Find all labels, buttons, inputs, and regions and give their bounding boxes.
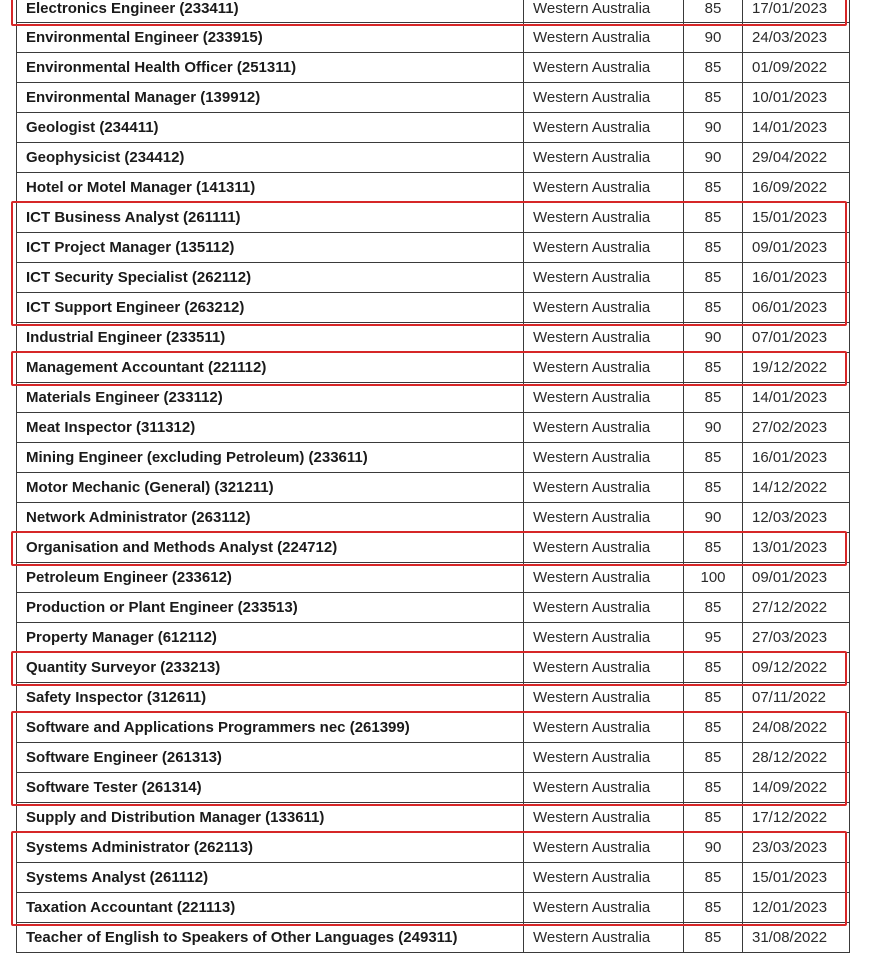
occupation-cell: Safety Inspector (312611) (16, 683, 523, 712)
state-cell: Western Australia (523, 233, 683, 262)
state-cell: Western Australia (523, 53, 683, 82)
date-cell: 31/08/2022 (742, 923, 850, 952)
state-cell: Western Australia (523, 323, 683, 352)
occupation-cell: Environmental Engineer (233915) (16, 23, 523, 52)
occupation-cell: ICT Security Specialist (262112) (16, 263, 523, 292)
occupation-cell: Environmental Manager (139912) (16, 83, 523, 112)
state-cell: Western Australia (523, 833, 683, 862)
occupation-cell: Management Accountant (221112) (16, 353, 523, 382)
date-cell: 17/01/2023 (742, 0, 850, 22)
score-cell: 90 (683, 113, 742, 142)
state-cell: Western Australia (523, 353, 683, 382)
occupation-cell: Systems Analyst (261112) (16, 863, 523, 892)
occupation-cell: Electronics Engineer (233411) (16, 0, 523, 22)
table-row (16, 53, 850, 83)
score-cell: 85 (683, 0, 742, 22)
state-cell: Western Australia (523, 593, 683, 622)
occupation-cell: Industrial Engineer (233511) (16, 323, 523, 352)
occupation-cell: Teacher of English to Speakers of Other Languages (249311) (16, 923, 523, 952)
table-row (16, 773, 850, 803)
state-cell: Western Australia (523, 383, 683, 412)
occupation-cell: Geophysicist (234412) (16, 143, 523, 172)
date-cell: 28/12/2022 (742, 743, 850, 772)
table-row (16, 173, 850, 203)
score-cell: 90 (683, 503, 742, 532)
score-cell: 85 (683, 863, 742, 892)
score-cell: 85 (683, 713, 742, 742)
table-row (16, 413, 850, 443)
table-row (16, 713, 850, 743)
date-cell: 23/03/2023 (742, 833, 850, 862)
table-row (16, 893, 850, 923)
state-cell: Western Australia (523, 203, 683, 232)
table-row (16, 0, 850, 23)
occupation-cell: Taxation Accountant (221113) (16, 893, 523, 922)
state-cell: Western Australia (523, 623, 683, 652)
table-row (16, 473, 850, 503)
occupation-cell: ICT Project Manager (135112) (16, 233, 523, 262)
date-cell: 07/01/2023 (742, 323, 850, 352)
table-row (16, 203, 850, 233)
date-cell: 09/01/2023 (742, 563, 850, 592)
table-row (16, 803, 850, 833)
table-row (16, 293, 850, 323)
date-cell: 12/01/2023 (742, 893, 850, 922)
state-cell: Western Australia (523, 653, 683, 682)
occupation-cell: Software Tester (261314) (16, 773, 523, 802)
state-cell: Western Australia (523, 803, 683, 832)
occupation-cell: Mining Engineer (excluding Petroleum) (233611) (16, 443, 523, 472)
occupation-cell: Property Manager (612112) (16, 623, 523, 652)
table-row (16, 623, 850, 653)
score-cell: 90 (683, 323, 742, 352)
occupation-cell: Motor Mechanic (General) (321211) (16, 473, 523, 502)
date-cell: 16/09/2022 (742, 173, 850, 202)
state-cell: Western Australia (523, 293, 683, 322)
score-cell: 85 (683, 653, 742, 682)
score-cell: 90 (683, 23, 742, 52)
state-cell: Western Australia (523, 533, 683, 562)
table-row (16, 83, 850, 113)
table-row (16, 683, 850, 713)
score-cell: 85 (683, 83, 742, 112)
occupation-cell: Supply and Distribution Manager (133611) (16, 803, 523, 832)
state-cell: Western Australia (523, 23, 683, 52)
date-cell: 01/09/2022 (742, 53, 850, 82)
table-row (16, 653, 850, 683)
occupation-cell: ICT Support Engineer (263212) (16, 293, 523, 322)
date-cell: 27/02/2023 (742, 413, 850, 442)
date-cell: 17/12/2022 (742, 803, 850, 832)
score-cell: 90 (683, 833, 742, 862)
occupation-cell: Quantity Surveyor (233213) (16, 653, 523, 682)
date-cell: 10/01/2023 (742, 83, 850, 112)
score-cell: 85 (683, 893, 742, 922)
score-cell: 85 (683, 233, 742, 262)
score-cell: 85 (683, 203, 742, 232)
date-cell: 27/03/2023 (742, 623, 850, 652)
date-cell: 24/08/2022 (742, 713, 850, 742)
table-row (16, 23, 850, 53)
state-cell: Western Australia (523, 713, 683, 742)
date-cell: 09/01/2023 (742, 233, 850, 262)
state-cell: Western Australia (523, 563, 683, 592)
table-row (16, 863, 850, 893)
score-cell: 85 (683, 263, 742, 292)
occupation-cell: Software Engineer (261313) (16, 743, 523, 772)
date-cell: 16/01/2023 (742, 443, 850, 472)
date-cell: 24/03/2023 (742, 23, 850, 52)
score-cell: 85 (683, 473, 742, 502)
date-cell: 12/03/2023 (742, 503, 850, 532)
date-cell: 29/04/2022 (742, 143, 850, 172)
table-row (16, 743, 850, 773)
date-cell: 15/01/2023 (742, 203, 850, 232)
date-cell: 14/09/2022 (742, 773, 850, 802)
table-row (16, 833, 850, 863)
occupation-cell: ICT Business Analyst (261111) (16, 203, 523, 232)
occupation-cell: Environmental Health Officer (251311) (16, 53, 523, 82)
table-row (16, 563, 850, 593)
score-cell: 85 (683, 923, 742, 952)
score-cell: 85 (683, 773, 742, 802)
occupation-cell: Systems Administrator (262113) (16, 833, 523, 862)
state-cell: Western Australia (523, 413, 683, 442)
occupation-cell: Geologist (234411) (16, 113, 523, 142)
state-cell: Western Australia (523, 443, 683, 472)
score-cell: 85 (683, 683, 742, 712)
table-row (16, 533, 850, 563)
score-cell: 85 (683, 293, 742, 322)
table-row (16, 323, 850, 353)
table-row (16, 923, 850, 953)
date-cell: 06/01/2023 (742, 293, 850, 322)
score-cell: 85 (683, 443, 742, 472)
occupation-cell: Production or Plant Engineer (233513) (16, 593, 523, 622)
occupation-cell: Organisation and Methods Analyst (224712) (16, 533, 523, 562)
occupation-cell: Petroleum Engineer (233612) (16, 563, 523, 592)
table-row (16, 353, 850, 383)
date-cell: 14/12/2022 (742, 473, 850, 502)
date-cell: 19/12/2022 (742, 353, 850, 382)
state-cell: Western Australia (523, 893, 683, 922)
state-cell: Western Australia (523, 113, 683, 142)
score-cell: 85 (683, 173, 742, 202)
table-row (16, 233, 850, 263)
date-cell: 27/12/2022 (742, 593, 850, 622)
date-cell: 15/01/2023 (742, 863, 850, 892)
occupation-cell: Meat Inspector (311312) (16, 413, 523, 442)
score-cell: 85 (683, 803, 742, 832)
state-cell: Western Australia (523, 143, 683, 172)
occupation-cell: Hotel or Motel Manager (141311) (16, 173, 523, 202)
date-cell: 14/01/2023 (742, 383, 850, 412)
state-cell: Western Australia (523, 263, 683, 292)
table-row (16, 383, 850, 413)
state-cell: Western Australia (523, 473, 683, 502)
date-cell: 16/01/2023 (742, 263, 850, 292)
table-row (16, 593, 850, 623)
occupation-cell: Software and Applications Programmers nec (261399) (16, 713, 523, 742)
score-cell: 90 (683, 143, 742, 172)
state-cell: Western Australia (523, 683, 683, 712)
score-cell: 85 (683, 353, 742, 382)
state-cell: Western Australia (523, 773, 683, 802)
score-cell: 85 (683, 743, 742, 772)
score-cell: 100 (683, 563, 742, 592)
table-row (16, 443, 850, 473)
occupation-cell: Materials Engineer (233112) (16, 383, 523, 412)
date-cell: 07/11/2022 (742, 683, 850, 712)
occupation-table (16, 0, 850, 953)
state-cell: Western Australia (523, 503, 683, 532)
state-cell: Western Australia (523, 743, 683, 772)
table-row (16, 143, 850, 173)
score-cell: 85 (683, 383, 742, 412)
occupation-cell: Network Administrator (263112) (16, 503, 523, 532)
state-cell: Western Australia (523, 0, 683, 22)
score-cell: 85 (683, 53, 742, 82)
table-row (16, 263, 850, 293)
state-cell: Western Australia (523, 173, 683, 202)
score-cell: 85 (683, 533, 742, 562)
date-cell: 13/01/2023 (742, 533, 850, 562)
table-row (16, 503, 850, 533)
score-cell: 90 (683, 413, 742, 442)
date-cell: 09/12/2022 (742, 653, 850, 682)
score-cell: 85 (683, 593, 742, 622)
state-cell: Western Australia (523, 863, 683, 892)
score-cell: 95 (683, 623, 742, 652)
date-cell: 14/01/2023 (742, 113, 850, 142)
state-cell: Western Australia (523, 83, 683, 112)
table-row (16, 113, 850, 143)
state-cell: Western Australia (523, 923, 683, 952)
